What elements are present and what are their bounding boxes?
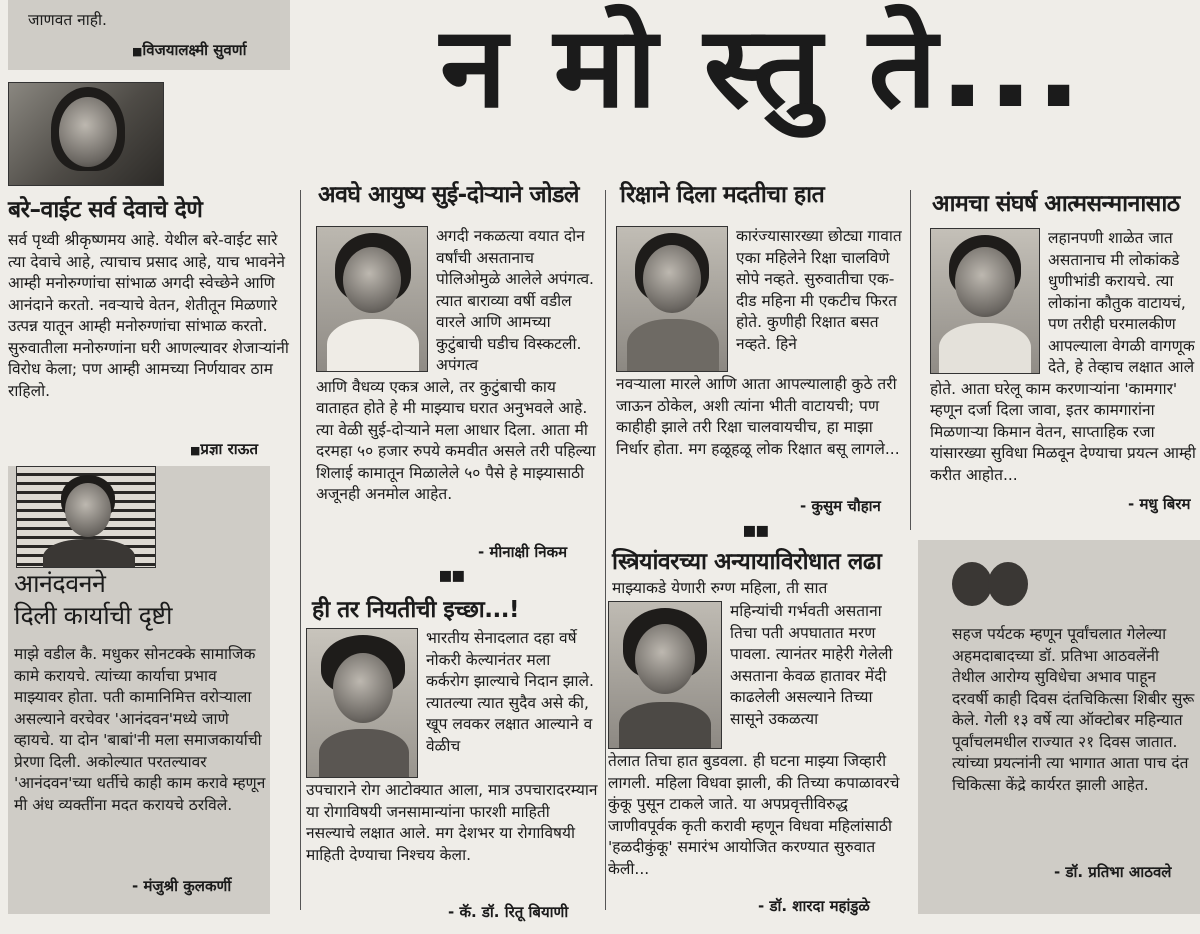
story4-headline: ही तर नियतीची इच्छा...!	[312, 597, 519, 623]
photo-meenakshi	[316, 226, 428, 372]
story7-content	[930, 228, 1200, 486]
story8-box	[918, 540, 1200, 914]
story1-headline: बरे–वाईट सर्व देवाचे देणे	[8, 197, 203, 223]
story4-content	[306, 628, 598, 866]
story7-headline: आमचा संघर्ष आत्मसन्मानासाठ	[932, 191, 1180, 217]
story6-body-full: तेलात तिचा हात बुडवला. ही घटना माझ्या जिव्हारी लागली. महिला विधवा झाली, की तिच्या कपाळावरचे कुंकू पुसून टाकले जाते. या अपप्रवृत्तीविरुद्ध जाणीवपूर्वक कृती करावी म्हणून विधवा महिलांसाठी 'हळदीकुंकू' समारंभ आयोजित करण्यात सुरुवात केली...	[608, 752, 900, 878]
story3-body-full: आणि वैधव्य एकत्र आले, तर कुटुंबाची काय वाताहत होते हे मी माझ्याच घरात अनुभवले आहे. त्या वेळी सुई-दोऱ्याने मला आधार दिला. आता मी दरमहा ५० हजार रुपये कमवीत असले तरी पहिल्या शिलाई कामातून मिळालेले ५० पैसे हे माझ्यासाठी अजूनही अनमोल आहेत.	[316, 377, 596, 503]
top-snippet	[8, 0, 290, 70]
story5-signature: - कुसुम चौहान	[800, 497, 881, 515]
photo-ritu	[306, 628, 418, 778]
story5-headline: रिक्षाने दिला मदतीचा हात	[620, 182, 825, 208]
story1-body: सर्व पृथ्वी श्रीकृष्णमय आहे. येथील बरे-वाईट सारे त्या देवाचे आहे, त्याचाच प्रसाद आहे, याच भावनेने आम्ही मनोरुग्णांचा सांभाळ अगदी स्वेच्छेने आणि आनंदाने करतो. नवऱ्याचे वेतन, शेतीतून मिळणारे उत्पन्न यातून आम्ही मनोरुग्णांचा सांभाळ करतो. सुरुवातीला मनोरुग्णांना घरी आणल्यावर शेजाऱ्यांनी विरोध केला; पण आम्ही आमच्या निर्णयावर ठाम राहिलो.	[8, 231, 289, 400]
tooth-icon	[952, 556, 1032, 610]
story6-body-side: महिन्यांची गर्भवती असताना तिचा पती अपघातात मरण पावला. त्यानंतर माहेरी गेलेली असताना केवळ हातावर मेंदी काढलेली असल्याने तिच्या सासूने उकळत्या	[730, 602, 893, 728]
story2-headline-line1: आनंदवनने	[14, 569, 106, 598]
story2-signature: - मंजुश्री कुलकर्णी	[132, 877, 232, 895]
story3-body-side: अगदी नकळत्या वयात दोन वर्षांची असतानाच पोलिओमुळे आलेले अपंगत्व. त्यात बाराव्या वर्षी वडील वारले आणि आमच्या कुटुंबाची घडीच विस्कटली. अपंगत्व	[436, 227, 594, 374]
story5-body-full: नवऱ्याला मारले आणि आता आपल्यालाही कुठे तरी जाऊन ठोकेल, अशी त्यांना भीती वाटायची; पण काहीही झाले तरी रिक्षा चालवायचीच, हा माझा निर्धार होता. मग हळूहळू लोक रिक्षात बसू लागले...	[616, 375, 900, 458]
story2-box	[8, 466, 270, 914]
story7-signature: - मधु बिरम	[1128, 495, 1191, 513]
story3-headline: अवघे आयुष्य सुई-दोऱ्याने जोडले	[318, 182, 579, 208]
story5-content	[616, 226, 902, 460]
story4-signature: - कॅ. डॉ. रितू बियाणी	[448, 903, 569, 921]
story2-headline-line2: दिली कार्याची दृष्टी	[14, 601, 172, 630]
story4-body-full: उपचाराने रोग आटोक्यात आला, मात्र उपचारादरम्यान या रोगाविषयी जनसामान्यांना फारशी माहिती नसल्याचे लक्षात आले. मग देशभर या रोगाविषयी माहिती देण्याचा निश्चय केला.	[306, 781, 598, 864]
story2-body: माझे वडील कै. मधुकर सोनटक्के सामाजिक कामे करायचे. त्यांच्या कार्याचा प्रभाव माझ्यावर होता. पती कामानिमित्त वरोऱ्याला असल्याने वरचेवर 'आनंदवन'मध्ये जाणे व्हायचे. या दोन 'बाबां'नी मला समाजकार्याची प्रेरणा दिली. अकोल्यात परतल्यावर 'आनंदवन'च्या धर्तीचे काही काम करावे म्हणून मी अंध व्यक्तींना मदत करायचे ठरविले.	[14, 645, 266, 814]
masthead-title: न मो स्तु ते...	[440, 3, 1084, 133]
photo-pradnya	[8, 82, 164, 186]
story6-content	[608, 601, 904, 880]
photo-manjushri	[16, 466, 156, 568]
story4-bullet-icon: ▪▪	[438, 563, 464, 588]
story6-body-lead: माझ्याकडे येणारी रुग्ण महिला, ती सात	[612, 579, 828, 597]
story6-signature: - डॉ. शारदा महांडुळे	[758, 897, 870, 915]
photo-sharada	[608, 601, 722, 749]
story7-body-full: होते. आता घरेलू काम करणाऱ्यांना 'कामगार' म्हणून दर्जा दिला जावा, इतर कामगारांना मिळणाऱ्या किमान वेतन, साप्ताहिक रजा यांसारख्या सुविधा मिळवून देण्याचा प्रयत्न आम्ही करीत आहोत...	[930, 379, 1196, 484]
story3-content	[316, 226, 598, 506]
story6-headline: स्त्रियांवरच्या अन्यायाविरोधात लढा	[612, 549, 882, 575]
photo-madhu	[930, 228, 1040, 374]
story3-signature: - मीनाक्षी निकम	[478, 543, 568, 561]
story1-signature: ■ प्रज्ञा राऊत	[190, 439, 258, 461]
story5-body-side: कारंज्यासारख्या छोट्या गावात एका महिलेने रिक्षा चालविणे सोपे नव्हते. सुरुवातीचा एक-दीड महिना मी एकटीच फिरत होते. कुणीही रिक्षात बसत नव्हते. हिने	[736, 227, 902, 353]
story6-bullet-icon: ▪▪	[742, 518, 768, 543]
story8-signature: - डॉ. प्रतिभा आठवले	[1054, 863, 1172, 881]
story4-body-side: भारतीय सेनादलात दहा वर्षे नोकरी केल्यानंतर मला कर्करोग झाल्याचे निदान झाले. त्यातल्या त्यात सुदैव असे की, खूप लवकर लक्षात आल्याने व वेळीच	[426, 629, 594, 755]
story8-body: सहज पर्यटक म्हणून पूर्वांचलात गेलेल्या अहमदाबादच्या डॉ. प्रतिभा आठवलेंनी तेथील आरोग्य सुविधेचा अभाव पाहून दरवर्षी काही दिवस दंतचिकित्सा शिबीर सुरू केले. गेली १३ वर्षे त्या ऑक्टोबर महिन्यात पूर्वांचलमधील राज्यात २१ दिवस जातात. त्यांच्या प्रयत्नांनी त्या भागात आता पाच दंत चिकित्सा केंद्रे कार्यरत झाली आहेत.	[952, 625, 1195, 794]
photo-kusum	[616, 226, 728, 372]
story7-body-side: लहानपणी शाळेत जात असतानाच मी लोकांकडे धुणीभांडी करायचे. त्या लोकांना कौतुक वाटायचं, पण तरीही घरमालकीण आपल्याला वेगळी वागणूक देते, हे तेव्हाच लक्षात आले	[1048, 229, 1195, 376]
top-snippet-signature: ■ विजयालक्ष्मी सुवर्णा	[132, 40, 246, 62]
top-snippet-text: जाणवत नाही.	[28, 11, 107, 29]
